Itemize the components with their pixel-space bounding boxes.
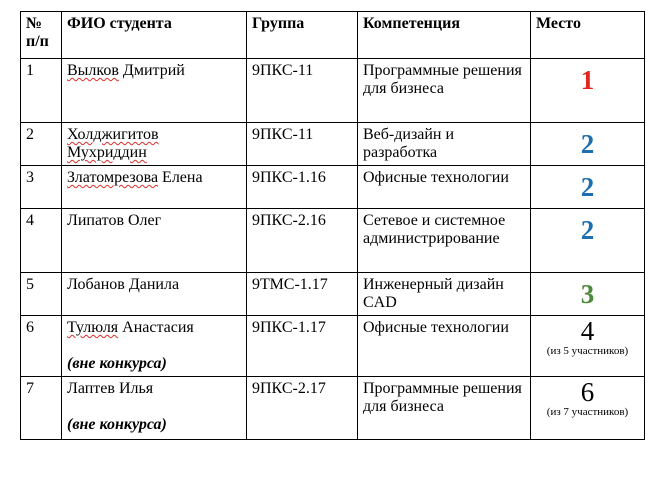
student-name bbox=[62, 273, 247, 316]
student-name bbox=[62, 377, 247, 440]
place-cell bbox=[531, 209, 645, 273]
student-given-name: Анастасия bbox=[122, 319, 194, 336]
row-num: 2 bbox=[21, 123, 62, 166]
table-row bbox=[21, 166, 645, 209]
student-group: 9ПКС-11 bbox=[247, 59, 358, 123]
student-surname: Лобанов bbox=[67, 276, 125, 293]
student-surname: Тулюля bbox=[67, 319, 119, 336]
student-group: 9ПКС-1.16 bbox=[247, 166, 358, 209]
table-row bbox=[21, 59, 645, 123]
place-value: 2 bbox=[580, 172, 595, 202]
row-num: 3 bbox=[21, 166, 62, 209]
table-row bbox=[21, 316, 645, 377]
student-given-name: Елена bbox=[162, 169, 203, 186]
competence: Сетевое и системное администрирование bbox=[358, 209, 531, 273]
place-value: 2 bbox=[580, 129, 595, 159]
student-group: 9ПКС-1.17 bbox=[247, 316, 358, 377]
table-row bbox=[21, 273, 645, 316]
place-value: 6 bbox=[580, 377, 595, 407]
header-competence: Компетенция bbox=[358, 12, 531, 59]
row-num: 5 bbox=[21, 273, 62, 316]
competence: Программные решения для бизнеса bbox=[358, 377, 531, 440]
student-given-name: Мухриддин bbox=[67, 144, 147, 161]
student-surname: Лаптев bbox=[67, 380, 115, 397]
student-given-name: Дмитрий bbox=[122, 62, 185, 79]
student-given-name: Данила bbox=[128, 276, 180, 293]
place-value: 3 bbox=[580, 279, 595, 309]
header-num: № п/п bbox=[21, 12, 62, 59]
student-group: 9ПКС-11 bbox=[247, 123, 358, 166]
competence: Программные решения для бизнеса bbox=[358, 59, 531, 123]
row-num: 7 bbox=[21, 377, 62, 440]
header-group: Группа bbox=[247, 12, 358, 59]
competence: Офисные технологии bbox=[358, 316, 531, 377]
row-num: 4 bbox=[21, 209, 62, 273]
place-cell bbox=[531, 123, 645, 166]
table-row bbox=[21, 377, 645, 440]
student-given-name: Олег bbox=[128, 212, 162, 229]
row-num: 6 bbox=[21, 316, 62, 377]
place-cell bbox=[531, 166, 645, 209]
student-name bbox=[62, 59, 247, 123]
student-surname: Липатов bbox=[67, 212, 124, 229]
student-surname: Вылков bbox=[67, 62, 119, 79]
competence: Офисные технологии bbox=[358, 166, 531, 209]
row-num: 1 bbox=[21, 59, 62, 123]
student-given-name: Илья bbox=[118, 380, 154, 397]
student-group: 9ПКС-2.17 bbox=[247, 377, 358, 440]
student-name bbox=[62, 166, 247, 209]
student-name bbox=[62, 316, 247, 377]
results-table bbox=[20, 11, 645, 440]
out-of-competition-note: (вне конкурса) bbox=[67, 355, 167, 372]
student-surname: Холджигитов bbox=[67, 126, 159, 143]
student-group: 9ТМС-1.17 bbox=[247, 273, 358, 316]
participants-note: (из 5 участников) bbox=[546, 345, 629, 357]
table-row bbox=[21, 209, 645, 273]
place-value: 4 bbox=[580, 316, 595, 346]
student-name bbox=[62, 209, 247, 273]
student-surname: Златомрезова bbox=[67, 169, 159, 186]
place-cell bbox=[531, 59, 645, 123]
header-row bbox=[21, 12, 645, 59]
header-name: ФИО студента bbox=[62, 12, 247, 59]
results-document bbox=[20, 11, 645, 440]
header-place: Место bbox=[531, 12, 645, 59]
participants-note: (из 7 участников) bbox=[546, 406, 629, 418]
competence: Инженерный дизайн CAD bbox=[358, 273, 531, 316]
out-of-competition-note: (вне конкурса) bbox=[67, 416, 167, 433]
place-value: 2 bbox=[580, 215, 595, 245]
student-name bbox=[62, 123, 247, 166]
table-row bbox=[21, 123, 645, 166]
place-cell bbox=[531, 316, 645, 377]
place-value: 1 bbox=[580, 65, 595, 95]
place-cell bbox=[531, 273, 645, 316]
place-cell bbox=[531, 377, 645, 440]
competence: Веб-дизайн и разработка bbox=[358, 123, 531, 166]
student-group: 9ПКС-2.16 bbox=[247, 209, 358, 273]
